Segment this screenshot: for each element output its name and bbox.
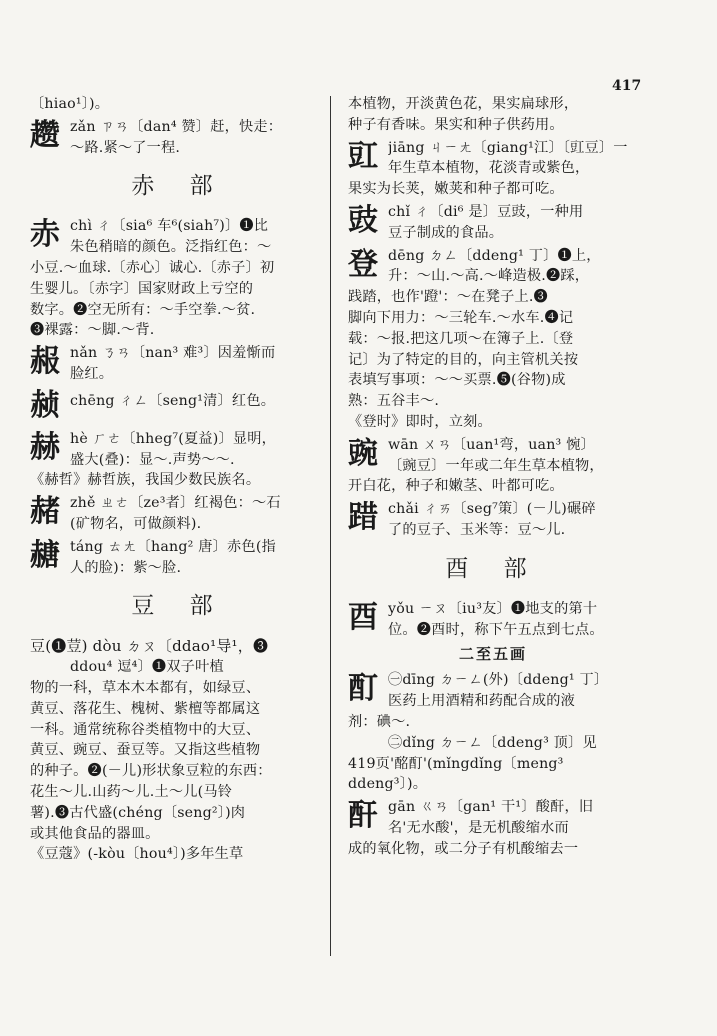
text-line: 数字。❷空无所有：～手空拳.～贫. — [30, 301, 256, 318]
text-line: chǎi ㄔㄞ〔seg⁷策〕(－儿)碾碎 — [388, 501, 596, 518]
text-line: nǎn ㄋㄢ〔nan³ 难³〕因羞惭而 — [70, 345, 276, 362]
text-line: wān ㄨㄢ〔uan¹弯，uan³ 惋〕 — [388, 436, 595, 453]
text-line: 表填写事项：～～买票.❺(谷物)成 — [348, 372, 566, 389]
text-line: 种子有香味。果实和种子供药用。 — [348, 116, 564, 133]
text-line: dēng ㄉㄥ〔ddeng¹ 丁〕❶上， — [388, 247, 601, 264]
entry-zhe — [30, 493, 328, 535]
text-line: 《豆蔻》(-kòu〔hou⁴〕)多年生草 — [30, 846, 244, 863]
headword: 赤 — [30, 217, 61, 253]
headword: 登 — [348, 246, 379, 282]
headword: 赭 — [30, 494, 61, 530]
headword: 踖 — [348, 500, 379, 536]
entry-chi2 — [348, 202, 638, 244]
entry-dou — [30, 636, 328, 865]
text-line: chǐ ㄔ〔di⁶ 是〕豆豉，一种用 — [388, 203, 584, 220]
section-heading-dou: 豆 部 — [131, 593, 227, 620]
headword: 酉 — [348, 599, 379, 635]
headword: 赯 — [30, 537, 61, 573]
text-line: 成的氧化物，或二分子有机酸缩去一 — [348, 840, 579, 857]
text-line: 〔豌豆〕一年或二年生草本植物， — [388, 457, 604, 474]
text-line: 名'无水酸'，是无机酸缩水而 — [388, 819, 569, 836]
text-line: 位。❷酉时，称下午五点到七点。 — [388, 621, 604, 638]
text-line: (矿物名，可做颜料). — [70, 515, 202, 532]
text-line: táng ㄊㄤ〔hang² 唐〕赤色(指 — [70, 538, 276, 555]
text-line: yǒu ㄧㄡ〔iu³友〕❶地支的第十 — [388, 600, 598, 617]
entry-chai — [348, 499, 638, 541]
text-line: 黄豆、豌豆、蚕豆等。又指这些植物 — [30, 742, 261, 759]
text-line: 脸红。 — [70, 365, 114, 382]
text-line: 花生～儿.山药～儿.土～儿(马铃 — [30, 783, 233, 800]
text-line: 熟：五谷丰～. — [348, 393, 440, 410]
headword: 赪 — [30, 387, 61, 423]
text-line: 脚向下用力：～三轮车.～水车.❹记 — [348, 309, 574, 326]
headword: 酐 — [348, 798, 379, 834]
text-line: ddeng³〕)。 — [348, 776, 428, 793]
entry-gan — [348, 797, 638, 839]
text-line: 薯).❸古代盛(chéng〔seng²〕)肉 — [30, 804, 246, 821]
entry-you — [348, 599, 638, 641]
headword: 豉 — [348, 202, 379, 238]
text-line: 或其他食品的器皿。 — [30, 825, 160, 842]
text-line: ❸裸露：～脚.～背. — [30, 322, 155, 339]
entry-ding — [348, 670, 638, 712]
entry-zan — [30, 117, 328, 159]
text-line: 《登时》即时，立刻。 — [348, 413, 492, 430]
text-line: 豆(❶荳) dòu ㄉㄡ〔ddao¹导¹，❸ — [30, 637, 269, 656]
text-line: ㊁dǐng ㄉㄧㄥ〔ddeng³ 顶〕见 — [388, 734, 597, 751]
text-line: 的种子。❷(－儿)形状象豆粒的东西： — [30, 763, 272, 780]
entry-chi — [30, 216, 328, 258]
section-heading-you: 酉 部 — [445, 555, 541, 582]
headword: 赧 — [30, 344, 61, 380]
entry-nan — [30, 343, 328, 385]
text-line: 果实为长荚，嫩荚和种子都可吃。 — [348, 181, 564, 198]
text-line: chì ㄔ〔sia⁶ 车⁶(siah⁷)〕❶比 — [70, 218, 269, 235]
text-line: 盛大(叠)：显～.声势～～. — [70, 451, 235, 468]
text-line: 生婴儿。〔赤字〕国家财政上亏空的 — [30, 280, 254, 297]
text-line: 小豆.～血球.〔赤心〕诚心.〔赤子〕初 — [30, 259, 275, 276]
headword: 赫 — [30, 429, 61, 465]
text-line: chēng ㄔㄥ〔seng¹清〕红色。 — [70, 392, 276, 409]
text-line: 年生草本植物，花淡青或紫色， — [388, 160, 590, 177]
text-line: 一科。通常统称谷类植物中的大豆、 — [30, 721, 261, 738]
text-line: ～路.紧～了一程. — [70, 139, 181, 156]
text-line: 开白花，种子和嫩茎、叶都可吃。 — [348, 478, 564, 495]
text-line: zhě ㄓㄜ〔ze³者〕红褐色：～石 — [70, 495, 281, 512]
left-column — [30, 94, 328, 865]
section-heading-chi: 赤 部 — [131, 173, 227, 200]
text-line: 黄豆、落花生、槐树、紫檀等都属这 — [30, 700, 261, 717]
text-line: 升：～山.～高.～峰造极.❷踩， — [388, 268, 590, 285]
entry-he — [30, 429, 328, 471]
text-line: 〔hiao¹〕)。 — [30, 96, 110, 112]
text-line: 记〕为了特定的目的，向主管机关按 — [348, 351, 579, 368]
text-line: 物的一科，草本木本都有，如绿豆、 — [30, 679, 261, 696]
text-line: hè ㄏㄜ〔hheg⁷(夏益)〕显明， — [70, 430, 277, 447]
headword: 豌 — [348, 435, 379, 471]
entry-deng — [348, 246, 638, 288]
text-line: 419页'酩酊'(mǐngdǐng〔meng³ — [348, 755, 564, 772]
text-line: 剂：碘～. — [348, 713, 411, 730]
text-line: jiāng ㄐㄧㄤ〔giang¹江〕〔豇豆〕一 — [388, 139, 628, 156]
text-line: gān ㄍㄢ〔gan¹ 干¹〕酸酐，旧 — [388, 799, 594, 816]
text-line: 载：～报.把这几项～在簿子上.〔登 — [348, 330, 574, 347]
headword: 趱 — [30, 117, 61, 153]
entry-cheng — [30, 387, 328, 427]
text-line: 医药上用酒精和药配合成的液 — [388, 693, 576, 710]
entry-jiang — [348, 138, 638, 180]
page-number: 417 — [612, 78, 642, 94]
text-line: 了的豆子、玉米等：豆～儿. — [388, 521, 566, 538]
text-line: 《赫哲》赫哲族，我国少数民族名。 — [30, 472, 261, 489]
entry-wan — [348, 435, 638, 477]
right-column — [348, 94, 638, 860]
text-line: 本植物，开淡黄色花，果实扁球形， — [348, 96, 579, 112]
text-line: 朱色稍暗的颜色。泛指红色：～ — [70, 239, 272, 256]
text-line: 践踏，也作'蹬'：～在凳子上.❸ — [348, 289, 548, 306]
text-line: zǎn ㄗㄢ〔dan⁴ 赞〕赶，快走： — [70, 118, 283, 135]
text-line: ㊀dīng ㄉㄧㄥ(外)〔ddeng¹ 丁〕 — [388, 672, 609, 689]
text-line: ddou⁴ 逗⁴〕❶双子叶植 — [70, 659, 224, 676]
headword: 豇 — [348, 138, 379, 174]
headword: 酊 — [348, 671, 379, 707]
text-line: 豆子制成的食品。 — [388, 224, 504, 241]
entry-tang — [30, 537, 328, 579]
text-line: 人的脸)：紫～脸. — [70, 559, 182, 576]
column-divider — [330, 96, 331, 956]
subsection-heading: 二至五画 — [458, 645, 527, 664]
